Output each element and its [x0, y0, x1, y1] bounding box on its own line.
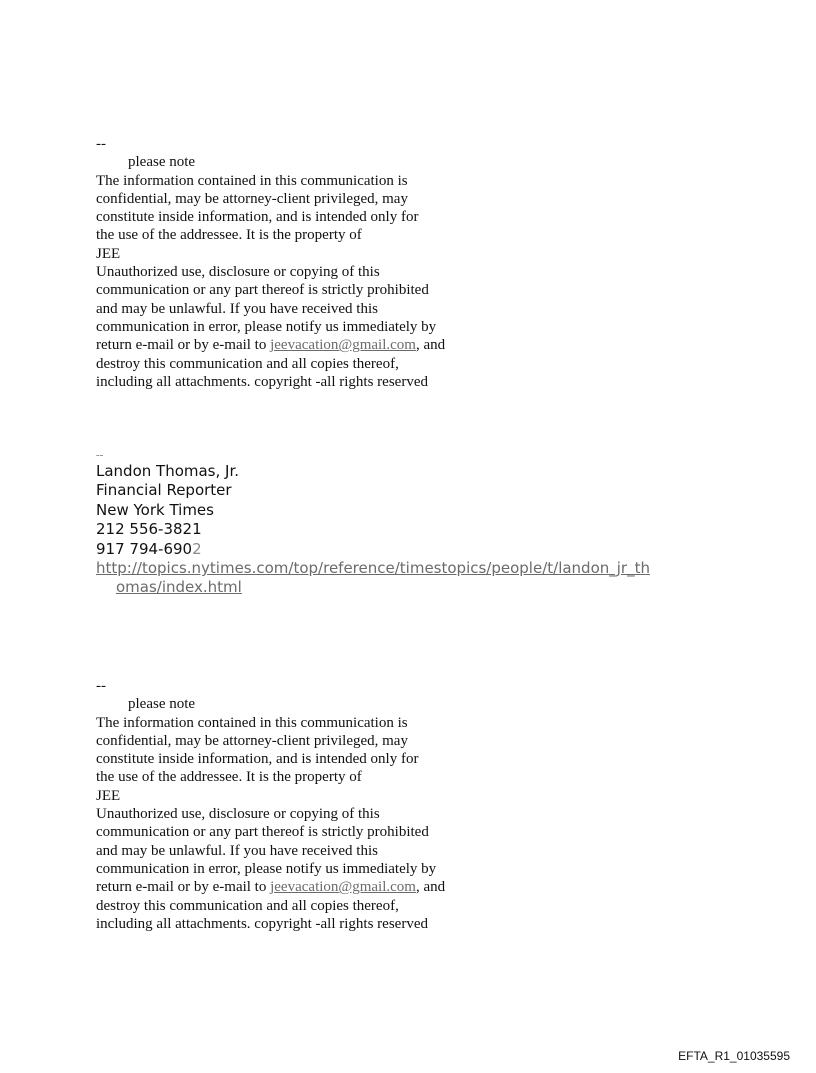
- notice-line: confidential, may be attorney-client privileged, may: [96, 732, 408, 749]
- phone-2-main: 917 794-690: [96, 539, 193, 558]
- notice-line: Unauthorized use, disclosure or copying of this: [96, 264, 380, 281]
- please-note-heading: please note: [128, 696, 196, 713]
- signature-title: Financial Reporter: [96, 481, 232, 500]
- email-suffix: , and: [415, 337, 446, 354]
- signature-organization: New York Times: [96, 500, 214, 519]
- signature-url-link[interactable]: http://topics.nytimes.com/top/reference/timestopics/people/t/landon_jr_th: [96, 559, 650, 578]
- notice-line: including all attachments. copyright -all rights reserved: [96, 915, 428, 932]
- notice-line: including all attachments. copyright -all rights reserved: [96, 373, 428, 390]
- confidentiality-notice-2: [96, 677, 496, 933]
- confidentiality-notice-1: [96, 135, 496, 391]
- notice-line: JEE: [96, 787, 121, 804]
- notice-line: constitute inside information, and is intended only for: [96, 209, 419, 226]
- document-id: EFTA_R1_01035595: [678, 1049, 790, 1063]
- notice-line: and may be unlawful. If you have received this: [96, 842, 378, 859]
- email-link[interactable]: jeevacation@gmail.com: [270, 879, 416, 896]
- notice-email-line: [96, 878, 496, 896]
- please-note-heading: please note: [128, 154, 196, 171]
- notice-email-line: [96, 336, 496, 354]
- notice-line: The information contained in this communication is: [96, 172, 408, 189]
- notice-line: destroy this communication and all copies thereof,: [96, 355, 399, 372]
- signature-phone-1: 212 556-3821: [96, 520, 202, 539]
- notice-line: communication or any part thereof is strictly prohibited: [96, 824, 429, 841]
- notice-line: constitute inside information, and is intended only for: [96, 751, 419, 768]
- email-prefix: return e-mail or by e-mail to: [96, 879, 271, 896]
- notice-line: confidential, may be attorney-client privileged, may: [96, 190, 408, 207]
- email-link[interactable]: jeevacation@gmail.com: [270, 337, 416, 354]
- separator: --: [96, 136, 106, 152]
- notice-line: Unauthorized use, disclosure or copying of this: [96, 806, 380, 823]
- signature-url-link-continued[interactable]: omas/index.html: [116, 578, 242, 597]
- notice-line: the use of the addressee. It is the property of: [96, 769, 362, 786]
- notice-line: communication in error, please notify us immediately by: [96, 318, 437, 335]
- notice-line: communication or any part thereof is strictly prohibited: [96, 282, 429, 299]
- email-suffix: , and: [415, 879, 446, 896]
- signature-name: Landon Thomas, Jr.: [96, 462, 240, 480]
- notice-line: destroy this communication and all copies thereof,: [96, 897, 399, 914]
- phone-2-tail: 2: [192, 539, 202, 558]
- notice-line: the use of the addressee. It is the property of: [96, 227, 362, 244]
- signature-phone-2: [96, 540, 776, 559]
- notice-line: and may be unlawful. If you have received this: [96, 300, 378, 317]
- signature-block: [96, 448, 776, 598]
- separator: --: [96, 678, 106, 694]
- email-prefix: return e-mail or by e-mail to: [96, 337, 271, 354]
- notice-line: JEE: [96, 245, 121, 262]
- signature-separator: --: [96, 449, 104, 461]
- notice-line: The information contained in this communication is: [96, 714, 408, 731]
- notice-line: communication in error, please notify us immediately by: [96, 860, 437, 877]
